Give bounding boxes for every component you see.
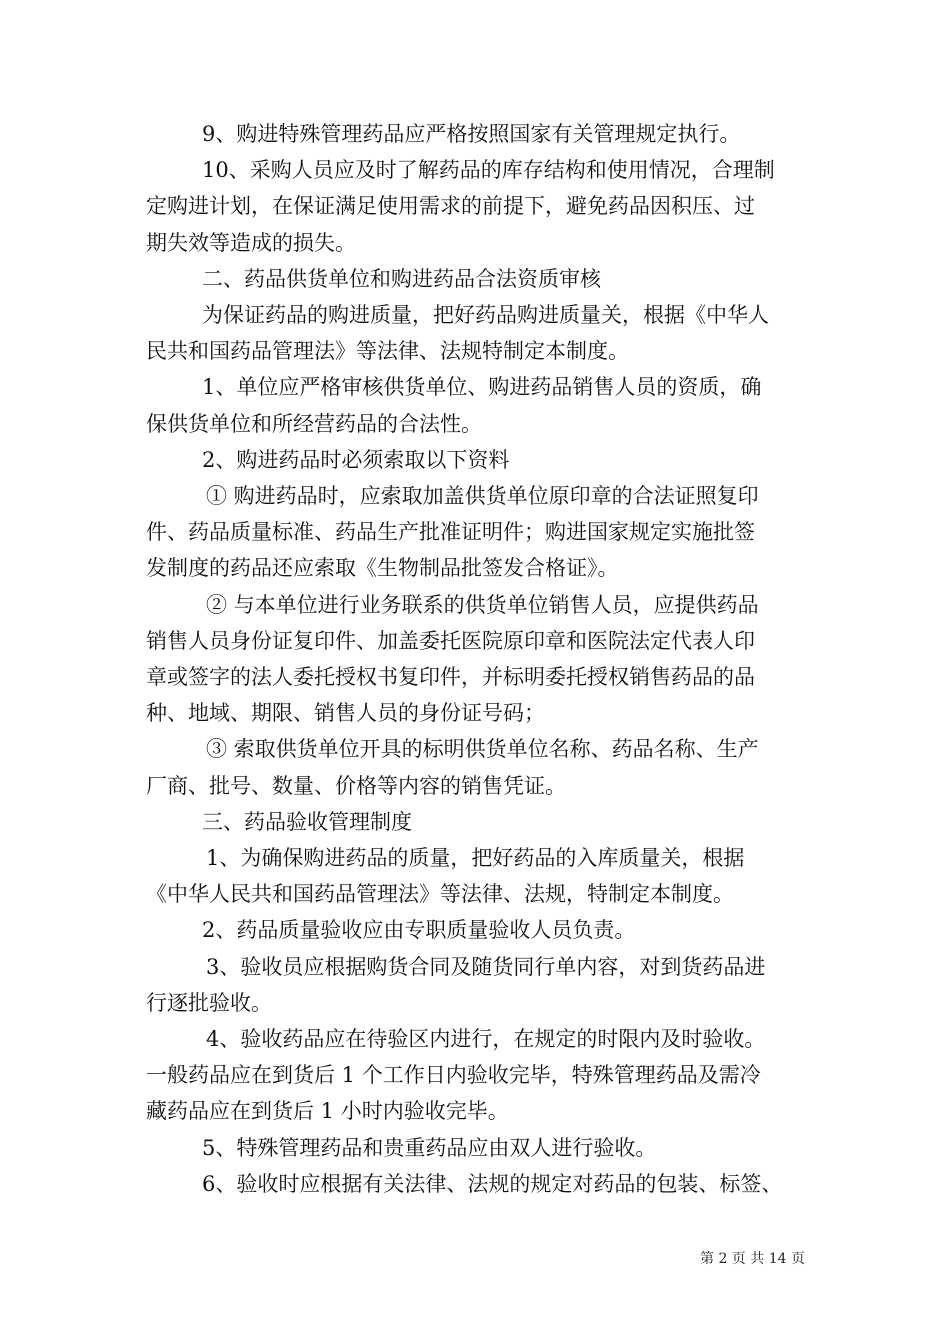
section-heading: 二、药品供货单位和购进药品合法资质审核 [202, 266, 601, 291]
text-line: 章或签字的法人委托授权书复印件，并标明委托授权销售药品的品 [146, 665, 755, 690]
text-line: 种、地域、期限、销售人员的身份证号码； [146, 701, 545, 726]
text-line: 一般药品应在到货后 1 个工作日内验收完毕，特殊管理药品及需冷 [146, 1063, 761, 1088]
text-line: 6、验收时应根据有关法律、法规的规定对药品的包装、标签、 [202, 1171, 783, 1196]
document-body [146, 116, 818, 1202]
text-line: 保供货单位和所经营药品的合法性。 [146, 411, 482, 436]
text-line: 定购进计划，在保证满足使用需求的前提下，避免药品因积压、过 [146, 194, 755, 219]
text-line: 为保证药品的购进质量，把好药品购进质量关，根据《中华人 [202, 303, 769, 328]
text-line: 藏药品应在到货后 1 小时内验收完毕。 [146, 1099, 509, 1124]
text-line: 1、单位应严格审核供货单位、购进药品销售人员的资质，确 [202, 375, 762, 400]
text-line: 3、验收员应根据购货合同及随货同行单内容，对到货药品进 [206, 954, 766, 979]
text-line: 10、采购人员应及时了解药品的库存结构和使用情况，合理制 [202, 158, 775, 183]
text-line: 厂商、批号、数量、价格等内容的销售凭证。 [146, 773, 566, 798]
section-heading: 三、药品验收管理制度 [202, 809, 412, 834]
text-line: ② 与本单位进行业务联系的供货单位销售人员，应提供药品 [206, 592, 759, 617]
page-number: 第 2 页 共 14 页 [700, 1251, 805, 1267]
text-line: 2、购进药品时必须索取以下资料 [202, 447, 510, 472]
text-line: 件、药品质量标准、药品生产批准证明件；购进国家规定实施批签 [146, 520, 755, 545]
text-line: 民共和国药品管理法》等法律、法规特制定本制度。 [146, 339, 629, 364]
text-line: 2、药品质量验收应由专职质量验收人员负责。 [202, 918, 636, 943]
text-line: ③ 索取供货单位开具的标明供货单位名称、药品名称、生产 [206, 737, 759, 762]
text-line: 销售人员身份证复印件、加盖委托医院原印章和医院法定代表人印 [146, 628, 755, 653]
text-line: 4、验收药品应在待验区内进行，在规定的时限内及时验收。 [206, 1027, 766, 1052]
text-line: 9、购进特殊管理药品应严格按照国家有关管理规定执行。 [202, 122, 741, 146]
text-line: 5、特殊管理药品和贵重药品应由双人进行验收。 [202, 1135, 657, 1160]
text-line: 1、为确保购进药品的质量，把好药品的入库质量关，根据 [206, 846, 745, 871]
text-line: 行逐批验收。 [146, 990, 272, 1015]
text-line: 《中华人民共和国药品管理法》等法律、法规，特制定本制度。 [146, 882, 734, 907]
text-line: 发制度的药品还应索取《生物制品批签发合格证》。 [146, 556, 619, 581]
text-line: 期失效等造成的损失。 [146, 230, 356, 255]
text-line: ① 购进药品时，应索取加盖供货单位原印章的合法证照复印 [206, 484, 759, 509]
